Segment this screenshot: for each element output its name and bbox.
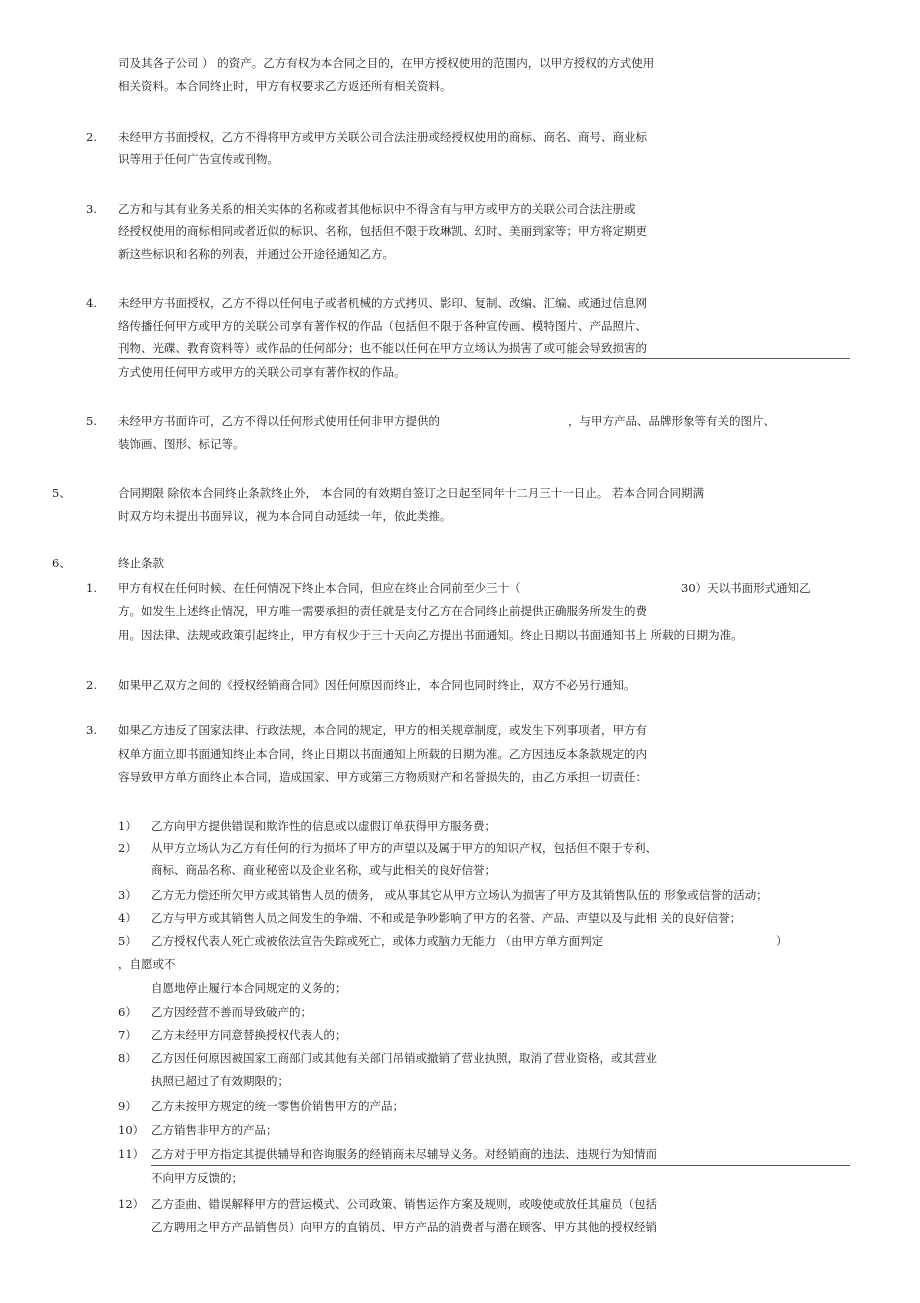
item-number: 5.: [86, 414, 97, 428]
sub-item-number: 5）: [118, 934, 137, 948]
paragraph-line: 装饰画、图形、标记等。: [118, 437, 245, 451]
sub-item-line: ）: [776, 934, 788, 948]
sub-item-line: 乙方对于甲方指定其提供辅导和咨询服务的经销商未尽辅导义务。对经销商的违法、违规行为知情而: [151, 1147, 657, 1161]
paragraph-line: 新这些标识和名称的列表，并通过公开途径通知乙方。: [118, 247, 394, 261]
sub-item-number: 3）: [118, 888, 137, 902]
paragraph-line: 用。因法律、法规或政策引起终止，甲方有权少于三十天向乙方提出书面通知。终止日期以书面通知书上 所载的日期为准。: [118, 628, 743, 642]
paragraph-line: 未经甲方书面授权，乙方不得以任何电子或者机械的方式拷贝、影印、复制、改编、汇编、或通过信息网: [118, 296, 647, 310]
paragraph-line: 时双方均未提出书面异议，视为本合同自动延续一年，依此类推。: [118, 509, 452, 523]
paragraph-line: ，与甲方产品、品牌形象等有关的图片、: [568, 414, 775, 428]
sub-item-line: 乙方未经甲方同意替换授权代表人的；: [151, 1028, 347, 1042]
sub-item-number: 6）: [118, 1005, 137, 1019]
paragraph-line: 未经甲方书面授权，乙方不得将甲方或甲方关联公司合法注册或经授权使用的商标、商名、商号、商业标: [118, 130, 647, 144]
paragraph-line: 甲方有权在任何时候、在任何情况下终止本合同，但应在终止合同前至少三十（: [118, 581, 521, 595]
sub-item-line: 不向甲方反馈的；: [151, 1171, 243, 1185]
paragraph-line: 司及其各子公司 ） 的资产。乙方有权为本合同之目的，在甲方授权使用的范围内，以甲方授权的方式使用: [118, 56, 655, 70]
sub-item-line: 乙方未按甲方规定的统一零售价销售甲方的产品；: [151, 1099, 404, 1113]
paragraph-line: 方。如发生上述终止情况，甲方唯一需要承担的责任就是支付乙方在合同终止前提供正确服务所发生的费: [118, 604, 647, 618]
paragraph-line: 识等用于任何广告宣传或刊物。: [118, 152, 279, 166]
sub-item-line: 乙方因任何原因被国家工商部门或其他有关部门吊销或撤销了营业执照，取消了营业资格，或其营业: [151, 1051, 657, 1065]
sub-item-number: 12）: [118, 1197, 145, 1211]
sub-item-line: 乙方因经营不善而导致破产的；: [151, 1005, 312, 1019]
paragraph-line: 如果乙方违反了国家法律、行政法规，本合同的规定，甲方的相关规章制度，或发生下列事项者，甲方有: [118, 723, 647, 737]
sub-item-number: 1）: [118, 819, 137, 833]
item-number: 1.: [86, 581, 97, 595]
sub-item-number: 2）: [118, 841, 137, 855]
section-number: 5、: [52, 486, 71, 500]
sub-item-line: 乙方歪曲、错误解释甲方的营运模式、公司政策、销售运作方案及规则，或唆使或放任其雇员（包括: [151, 1197, 657, 1211]
sub-item-number: 8）: [118, 1051, 137, 1065]
section-title: 终止条款: [118, 556, 164, 570]
sub-item-number: 11）: [118, 1147, 145, 1161]
horizontal-rule: [151, 1165, 850, 1166]
sub-item-line: 乙方聘用之甲方产品销售员）向甲方的直销员、甲方产品的消费者与潜在顾客、甲方其他的授权经销: [151, 1220, 657, 1234]
item-number: 3.: [86, 202, 97, 216]
paragraph-line: 容导致甲方单方面终止本合同，造成国家、甲方或第三方物质财产和名誉损失的，由乙方承担一切责任：: [118, 770, 647, 784]
sub-item-line: 乙方无力偿还所欠甲方或其销售人员的债务， 或从事其它从甲方立场认为损害了甲方及其销售队伍的 形象或信誉的活动；: [151, 888, 768, 902]
sub-item-number: 7）: [118, 1028, 137, 1042]
sub-item-line: 执照已超过了有效期限的；: [151, 1074, 289, 1088]
item-number: 4.: [86, 296, 97, 310]
sub-item-line: 自愿地停止履行本合同规定的义务的；: [151, 981, 347, 995]
paragraph-line: 络传播任何甲方或甲方的关联公司享有著作权的作品（包括但不限于各种宣传画、模特图片、产品照片、: [118, 319, 647, 333]
sub-item-line: 乙方销售非甲方的产品；: [151, 1123, 278, 1137]
sub-item-line: 乙方向甲方提供错误和欺诈性的信息或以虚假订单获得甲方服务费；: [151, 819, 496, 833]
horizontal-rule: [118, 358, 850, 359]
paragraph-line: 如果甲乙双方之间的《授权经销商合同》因任何原因而终止，本合同也同时终止，双方不必另行通知。: [118, 678, 636, 692]
paragraph-line: 未经甲方书面许可，乙方不得以任何形式使用任何非甲方提供的: [118, 414, 440, 428]
paragraph-line: 刊物、光碟、教育资料等）或作品的任何部分；也不能以任何在甲方立场认为损害了或可能会导致损害的: [118, 341, 647, 355]
sub-item-number: 4）: [118, 911, 137, 925]
item-number: 3.: [86, 723, 97, 737]
paragraph-line: 相关资料。本合同终止时，甲方有权要求乙方返还所有相关资料。: [118, 79, 452, 93]
sub-item-line: 乙方授权代表人死亡或被依法宣告失踪或死亡，或体力或脑力无能力 （由甲方单方面判定: [151, 934, 604, 948]
sub-item-line: 从甲方立场认为乙方有任何的行为损坏了甲方的声望以及属于甲方的知识产权，包括但不限于专利、: [151, 841, 657, 855]
sub-item-number: 10）: [118, 1123, 145, 1137]
paragraph-line: 乙方和与其有业务关系的相关实体的名称或者其他标识中不得含有与甲方或甲方的关联公司合法注册或: [118, 202, 636, 216]
item-number: 2.: [86, 678, 97, 692]
sub-item-number: 9）: [118, 1099, 137, 1113]
paragraph-line: 合同期限 除依本合同终止条款终止外， 本合同的有效期自签订之日起至同年十二月三十一日止。 若本合同合同期满: [118, 486, 704, 500]
item-number: 2.: [86, 130, 97, 144]
sub-item-line: 乙方与甲方或其销售人员之间发生的争端、不和或是争吵影响了甲方的名誉、产品、声望以及与此相 关的良好信誉；: [151, 911, 742, 925]
paragraph-line: 权单方面立即书面通知终止本合同，终止日期以书面通知上所载的日期为准。乙方因违反本条款规定的内: [118, 747, 647, 761]
section-number: 6、: [52, 556, 71, 570]
sub-item-line: 商标、商品名称、商业秘密以及企业名称，或与此相关的良好信誉；: [151, 863, 496, 877]
sub-item-line: ，自愿或不: [118, 957, 176, 971]
paragraph-line: 方式使用任何甲方或甲方的关联公司享有著作权的作品。: [118, 365, 406, 379]
paragraph-line: 经授权使用的商标相同或者近似的标识、名称，包括但不限于玫琳凯、幻时、美丽到家等；甲方将定期更: [118, 224, 647, 238]
paragraph-line: 30）天以书面形式通知乙: [681, 581, 811, 595]
